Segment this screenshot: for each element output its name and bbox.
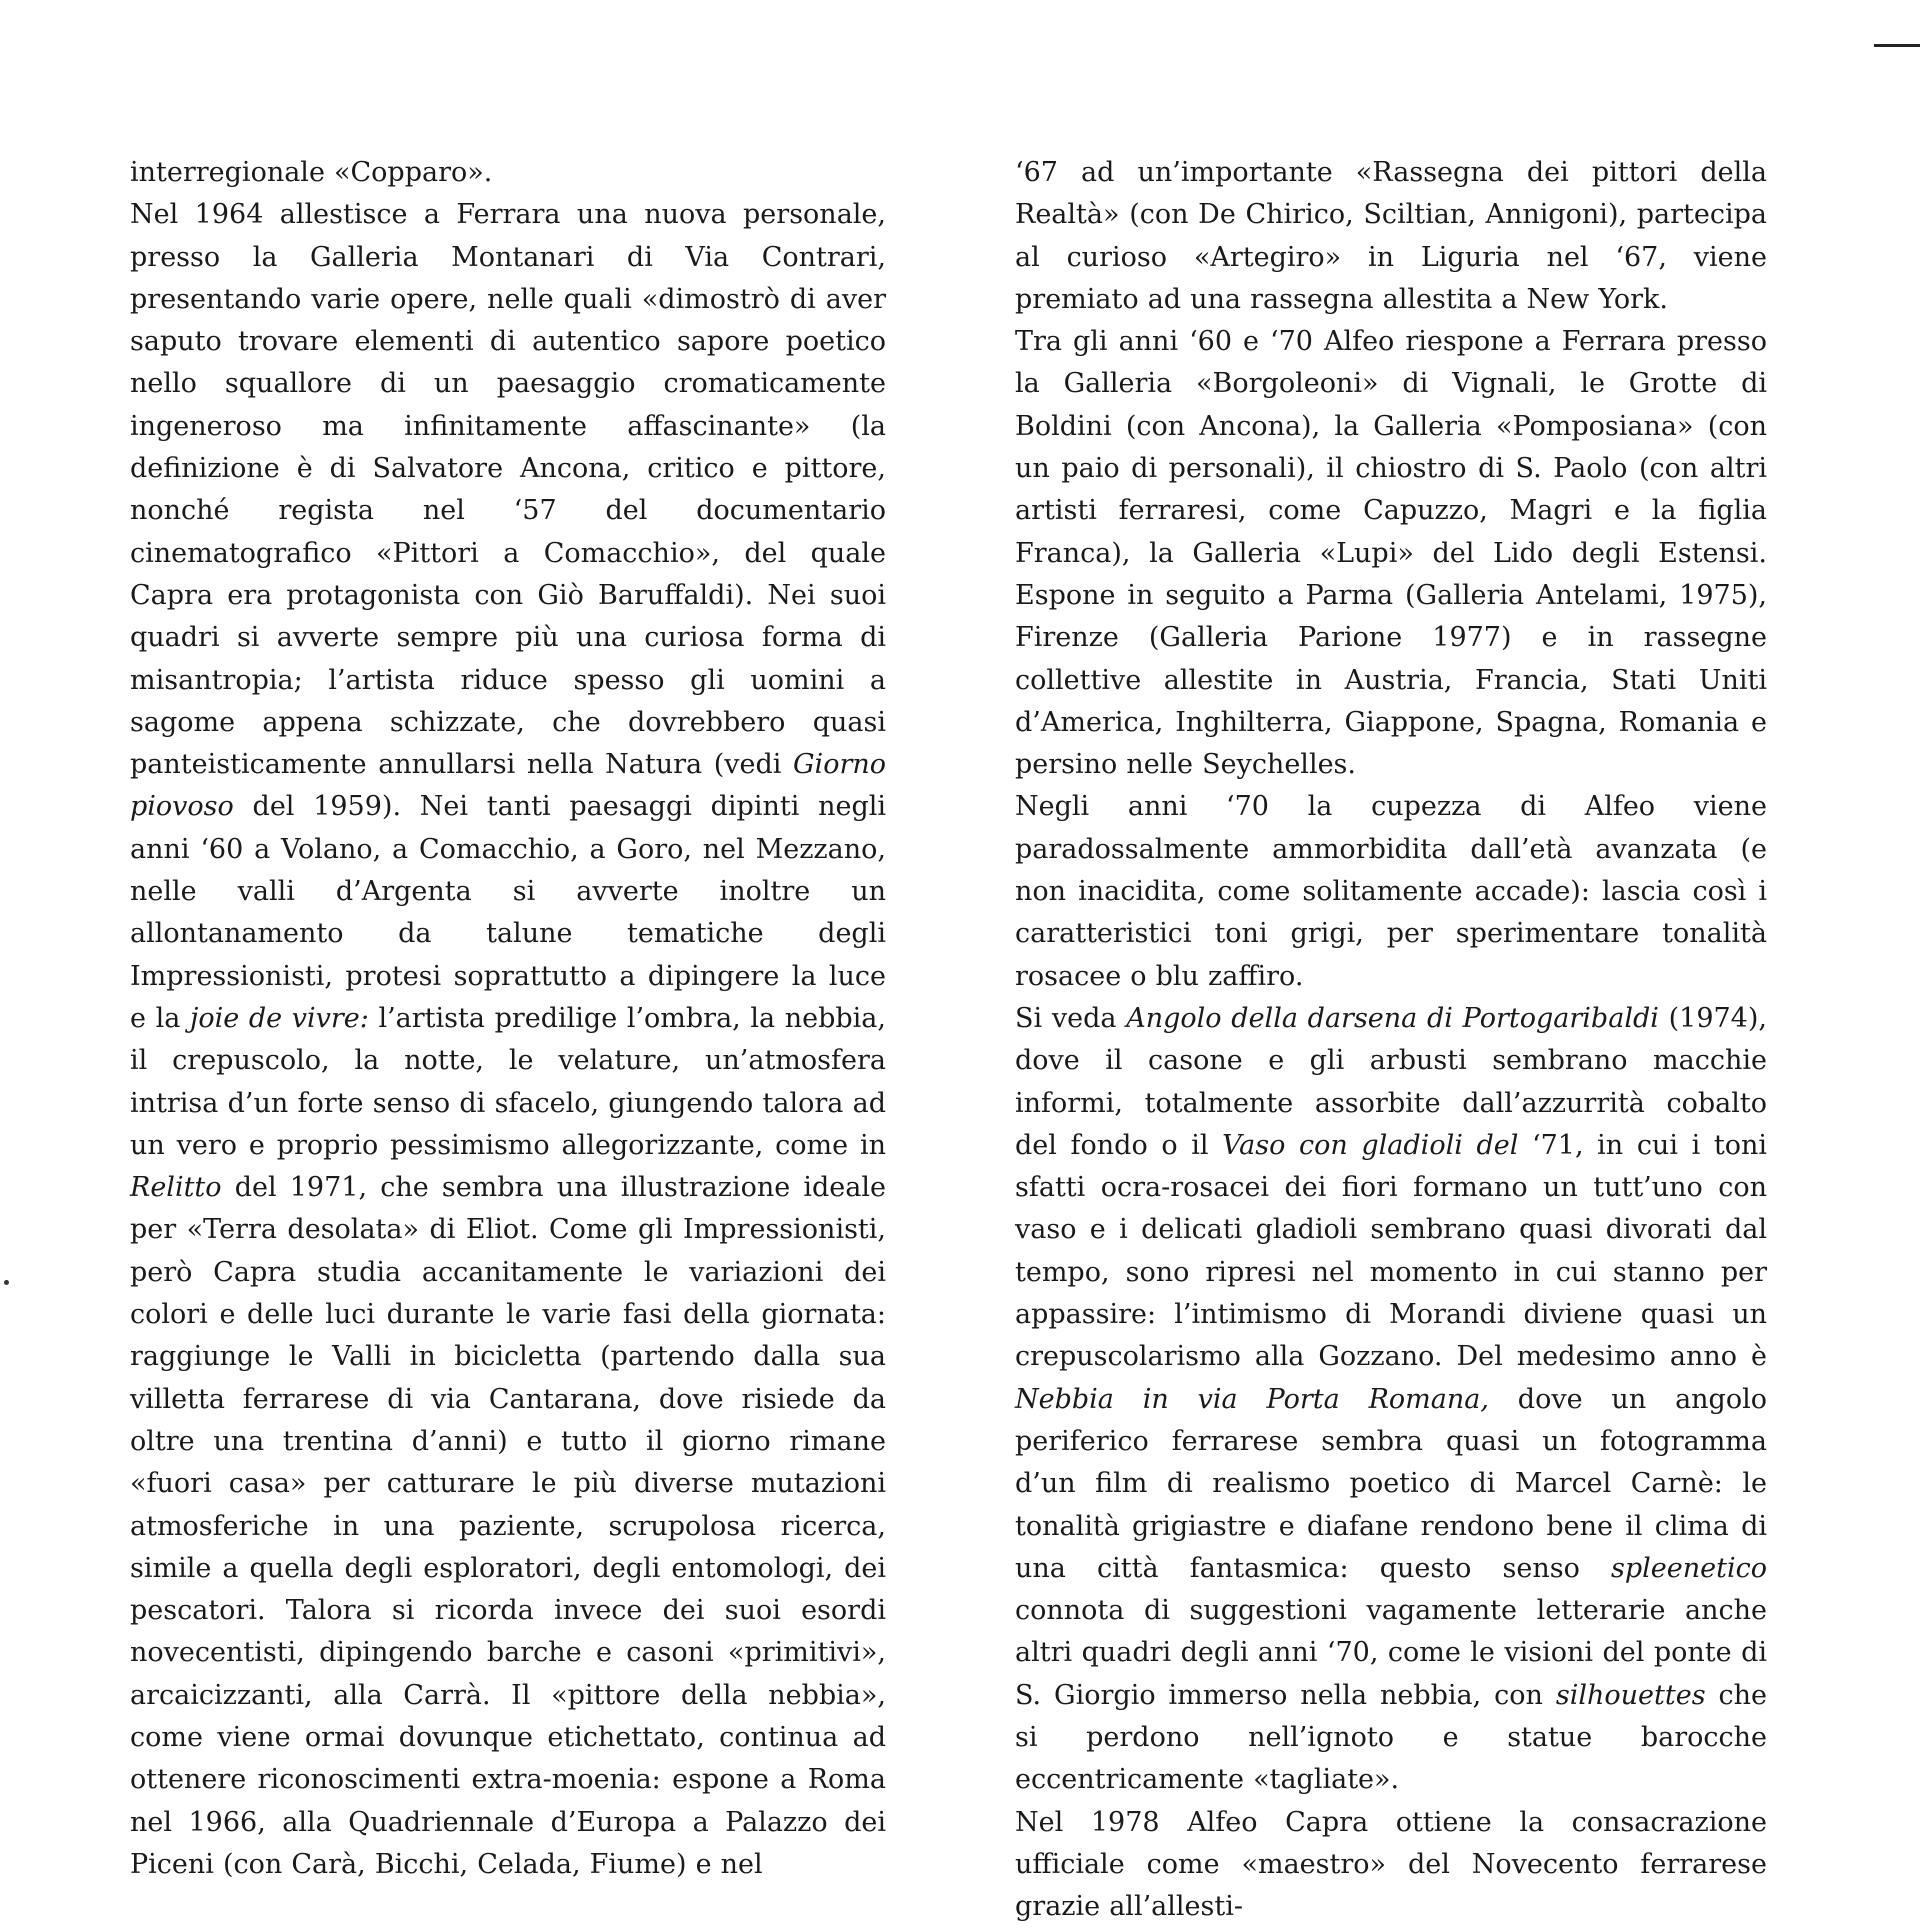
paragraph: Tra gli anni ‘60 e ‘70 Alfeo riespone a Ferrara presso la Galleria «Borgoleoni» di Vignali, le Grotte di Boldini (con Ancona), la Galleria «Pomposiana» (con un paio di personali), il chiostro di S. Paolo (con altri artisti ferraresi, come Capuzzo, Magri e la figlia Franca), la Galleria «Lupi» del Lido degli Estensi. Espone in seguito a Parma (Galleria Antelami, 1975), Firenze (Galleria Parione 1977) e in rassegne collettive allestite in Austria, Francia, Stati Uniti d’America, Inghilterra, Giappone, Spagna, Romania e persino nelle Seychelles. [1015, 326, 1767, 781]
paragraph: interregionale «Copparo». [130, 157, 493, 188]
paragraph: Nel 1978 Alfeo Capra ottiene la consacrazione ufficiale come «maestro» del Novecento ferrarese grazie all’allesti- [1015, 1806, 1767, 1923]
italic-term: spleenetico [1611, 1552, 1767, 1584]
paragraph: Negli anni ‘70 la cupezza di Alfeo viene paradossalmente ammorbidita dall’età avanzata (e non inacidita, come solitamente accade): lascia così i caratteristici toni grigi, per sperimentare tonalità rosacee o blu zaffiro. [1015, 791, 1767, 992]
paragraph: ‘67 ad un’importante «Rassegna dei pittori della Realtà» (con De Chirico, Sciltian, Annigoni), partecipa al curioso «Artegiro» in Liguria nel ‘67, viene premiato ad una rassegna allestita a New York. [1015, 157, 1767, 315]
italic-term: silhouettes [1555, 1679, 1706, 1711]
artwork-title: Nebbia in via Porta Romana, [1015, 1383, 1489, 1415]
artwork-title: Relitto [130, 1172, 222, 1204]
artwork-title: Angolo della darsena di Portogaribaldi [1126, 1002, 1659, 1034]
paragraph: Nel 1964 allestisce a Ferrara una nuova personale, presso la Galleria Montanari di Via Contrari, presentando varie opere, nelle quali «dimostrò di aver saputo trovare elementi di autentico sapore poetico nello squallore di un paesaggio cromaticamente ingeneroso ma infinitamente affascinante» (la definizione è di Salvatore Ancona, critico e pittore, nonché regista nel ‘57 del documentario cinematografico «Pittori a Comacchio», del quale Capra era protagonista con Giò Baruffaldi). Nei suoi quadri si avverte sempre più una curiosa forma di misantropia; l’artista riduce spesso gli uomini a sagome appena schizzate, che dovrebbero quasi panteisticamente annullarsi nella Natura (vedi Giorno piovoso del 1959). Nei tanti paesaggi dipinti negli anni ‘60 a Volano, a Comacchio, a Goro, nel Mezzano, nelle valli d’Argenta si avverte inoltre un allontanamento da talune tematiche degli Impressionisti, protesi soprattutto a dipingere la luce e la joie de vivre: l’artista predilige l’ombra, la nebbia, il crepuscolo, la notte, le velature, un’atmosfera intrisa d’un forte senso di sfacelo, giungendo talora ad un vero e proprio pessimismo allegorizzante, come in Relitto del 1971, che sembra una illustrazione ideale per «Terra desolata» di Eliot. Come gli Impressionisti, però Capra studia accanitamente le variazioni dei colori e delle luci durante le varie fasi della giornata: raggiunge le Valli in bicicletta (partendo dalla sua villetta ferrarese di via Cantarana, dove risiede da oltre una trentina d’anni) e tutto il giorno rimane «fuori casa» per catturare le più diverse mutazioni atmosferiche in una paziente, scrupolosa ricerca, simile a quella degli esploratori, degli entomologi, dei pescatori. Talora si ricorda invece dei suoi esordi novecentisti, dipingendo barche e casoni «primitivi», arcaicizzanti, alla Carrà. Il «pittore della nebbia», come viene ormai dovunque etichettato, continua ad ottenere riconoscimenti extra-moenia: espone a Roma nel 1966, alla Quadriennale d’Europa a Palazzo dei Piceni (con Carà, Bicchi, Celada, Fiume) e nel [130, 199, 886, 1880]
artwork-title: Vaso con gladioli del [1222, 1129, 1519, 1161]
left-text-column [130, 152, 886, 1886]
scan-edge-mark [1874, 44, 1920, 47]
scan-binding-dot [4, 1280, 9, 1285]
foreign-phrase: joie de vivre: [189, 1002, 369, 1034]
paragraph: Si veda Angolo della darsena di Portogaribaldi (1974), dove il casone e gli arbusti sembrano macchie informi, totalmente assorbite dall’azzurrità cobalto del fondo o il Vaso con gladioli del ‘71, in cui i toni sfatti ocra-rosacei dei fiori formano un tutt’uno con vaso e i delicati gladioli sembrano quasi divorati dal tempo, sono ripresi nel momento in cui stanno per appassire: l’intimismo di Morandi diviene quasi un crepuscolarismo alla Gozzano. Del medesimo anno è Nebbia in via Porta Romana, dove un angolo periferico ferrarese sembra quasi un fotogramma d’un film di realismo poetico di Marcel Carnè: le tonalità grigiastre e diafane rendono bene il clima di una città fantasmica: questo senso spleenetico connota di suggestioni vagamente letterarie anche altri quadri degli anni ‘70, come le visioni del ponte di S. Giorgio immerso nella nebbia, con silhouettes che si perdono nell’ignoto e statue barocche eccentricamente «tagliate». [1015, 1002, 1767, 1796]
artwork-title: Giorno piovoso [130, 749, 886, 823]
right-text-column [1015, 152, 1767, 1928]
